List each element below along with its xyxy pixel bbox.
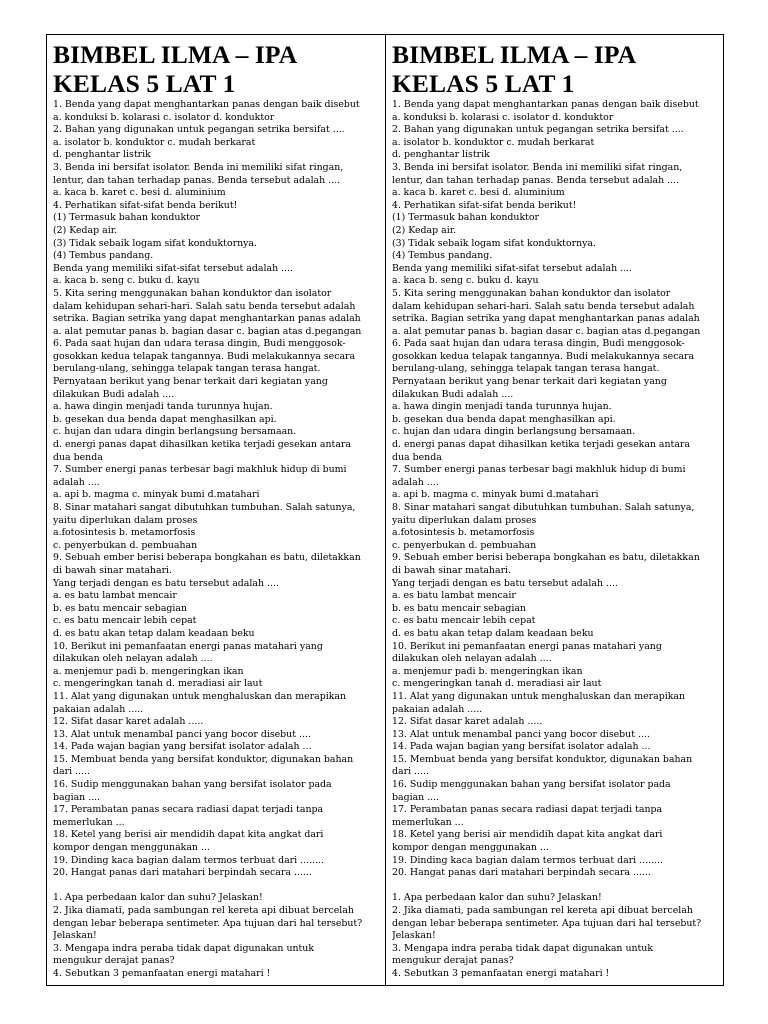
text-line: dengan lebar beberapa sentimeter. Apa tujuan dari hal tersebut? — [53, 917, 363, 929]
text-line: 10. Berikut ini pemanfaatan energi panas matahari yang — [53, 640, 323, 652]
text-line: lentur, dan tahan terhadap panas. Benda tersebut adalah .... — [53, 174, 341, 186]
worksheet — [46, 34, 724, 986]
worksheet-title-line2: KELAS 5 LAT 1 — [53, 69, 236, 98]
text-line: 6. Pada saat hujan dan udara terasa dingin, Budi menggosok- — [53, 338, 346, 350]
text-line: a. kaca b. karet c. besi d. aluminium — [53, 187, 226, 199]
text-line: 15. Membuat benda yang bersifat konduktor, digunakan bahan — [392, 753, 693, 765]
text-line: 4. Perhatikan sifat-sifat benda berikut! — [392, 199, 577, 211]
text-line: 15. Membuat benda yang bersifat konduktor, digunakan bahan — [53, 753, 354, 765]
text-line: 10. Berikut ini pemanfaatan energi panas matahari yang — [392, 640, 662, 652]
worksheet-title-line1: BIMBEL ILMA – IPA — [53, 40, 298, 69]
text-line: (1) Termasuk bahan konduktor — [53, 212, 201, 224]
text-line: c. mengeringkan tanah d. meradiasi air laut — [53, 678, 263, 690]
worksheet-title-line2: KELAS 5 LAT 1 — [392, 69, 575, 98]
text-line: c. mengeringkan tanah d. meradiasi air laut — [392, 678, 602, 690]
text-line: 2. Bahan yang digunakan untuk pegangan setrika bersifat .... — [392, 124, 684, 136]
text-line: dalam kehidupan sehari-hari. Salah satu benda tersebut adalah — [53, 300, 356, 312]
text-line: 8. Sinar matahari sangat dibutuhkan tumbuhan. Salah satunya, — [53, 502, 356, 513]
blank-line — [392, 880, 718, 893]
text-line: (4) Tembus pandang. — [392, 250, 493, 262]
text-line: 1. Apa perbedaan kalor dan suhu? Jelaskan! — [53, 892, 263, 904]
text-line: 1. Benda yang dapat menghantarkan panas dengan baik disebut — [392, 99, 699, 110]
text-line: c. penyerbukan d. pembuahan — [53, 539, 198, 551]
worksheet-title-line1: BIMBEL ILMA – IPA — [392, 40, 637, 69]
text-line: a. alat pemutar panas b. bagian dasar c. bagian atas d.pegangan — [392, 325, 701, 337]
text-line: dalam kehidupan sehari-hari. Salah satu benda tersebut adalah — [392, 300, 695, 312]
text-line: (1) Termasuk bahan konduktor — [392, 212, 540, 224]
text-line: d. penghantar listrik — [53, 149, 151, 161]
text-line: dari ..... — [53, 766, 90, 778]
text-line: 5. Kita sering menggunakan bahan konduktor dan isolator — [392, 287, 671, 299]
text-line: a.fotosintesis b. metamorfosis — [392, 527, 535, 539]
text-line: 4. Perhatikan sifat-sifat benda berikut! — [53, 199, 238, 211]
text-line: adalah .... — [53, 476, 100, 488]
text-line: Pernyataan berikut yang benar terkait dari kegiatan yang — [392, 376, 667, 388]
text-line: a. es batu lambat mencair — [53, 590, 177, 602]
text-line: b. gesekan dua benda dapat menghasilkan api. — [53, 413, 277, 425]
text-line: a. isolator b. konduktor c. mudah berkarat — [53, 136, 256, 148]
text-line: Benda yang memiliki sifat-sifat tersebut adalah .... — [392, 262, 633, 274]
text-line: (3) Tidak sebaik logam sifat konduktornya. — [392, 237, 596, 249]
text-line: dilakukan Budi adalah .... — [53, 388, 175, 400]
text-line: 9. Sebuah ember berisi beberapa bongkahan es batu, diletakkan — [392, 552, 700, 564]
text-line: 1. Benda yang dapat menghantarkan panas dengan baik disebut — [53, 99, 360, 110]
text-line: adalah .... — [392, 476, 439, 488]
text-line: c. penyerbukan d. pembuahan — [392, 539, 537, 551]
text-line: dilakukan Budi adalah .... — [392, 388, 514, 400]
text-line: yaitu diperlukan dalam proses — [392, 514, 537, 526]
text-line: Pernyataan berikut yang benar terkait dari kegiatan yang — [53, 376, 328, 388]
text-line: gosokkan kedua telapak tangannya. Budi melakukannya secara — [53, 350, 356, 362]
text-line: a. kaca b. seng c. buku d. kayu — [53, 275, 200, 287]
text-line: (3) Tidak sebaik logam sifat konduktornya. — [53, 237, 257, 249]
text-line: d. energi panas dapat dihasilkan ketika terjadi gesekan antara — [392, 439, 690, 451]
text-line: 2. Bahan yang digunakan untuk pegangan setrika bersifat .... — [53, 124, 345, 136]
text-line: kompor dengan menggunakan ... — [392, 842, 549, 854]
text-line: 4. Sebutkan 3 pemanfaatan energi matahari ! — [392, 967, 610, 979]
text-line: gosokkan kedua telapak tangannya. Budi melakukannya secara — [392, 350, 695, 362]
text-line: 14. Pada wajan bagian yang bersifat isolator adalah ... — [392, 741, 651, 753]
text-line: pakaian adalah ..... — [53, 703, 144, 715]
text-line: setrika. Bagian setrika yang dapat menghantarkan panas adalah — [53, 313, 361, 325]
text-line: mengukur derajat panas? — [392, 955, 514, 967]
text-line: a. hawa dingin menjadi tanda turunnya hujan. — [392, 401, 612, 413]
text-line: 3. Mengapa indra peraba tidak dapat digunakan untuk — [392, 942, 654, 954]
text-line: Jelaskan! — [53, 930, 97, 942]
text-line: setrika. Bagian setrika yang dapat menghantarkan panas adalah — [392, 313, 700, 325]
text-line: memerlukan ... — [392, 816, 464, 828]
text-line: 11. Alat yang digunakan untuk menghaluskan dan merapikan — [392, 690, 686, 702]
text-line: 18. Ketel yang berisi air mendidih dapat kita angkat dari — [392, 829, 663, 841]
text-line: 8. Sinar matahari sangat dibutuhkan tumbuhan. Salah satunya, — [392, 502, 695, 513]
blank-line — [53, 880, 380, 893]
text-line: berulang-ulang, sehingga telapak tangan terasa hangat. — [392, 363, 660, 375]
text-line: 20. Hangat panas dari matahari berpindah secara ...... — [53, 867, 312, 879]
question-list — [53, 99, 380, 981]
text-line: dua benda — [53, 451, 103, 463]
text-line: yaitu diperlukan dalam proses — [53, 514, 198, 526]
text-line: 2. Jika diamati, pada sambungan rel kereta api dibuat bercelah — [392, 905, 693, 916]
text-line: 11. Alat yang digunakan untuk menghaluskan dan merapikan — [53, 690, 347, 702]
text-line: a. menjemur padi b. mengeringkan ikan — [392, 665, 583, 677]
text-line: dua benda — [392, 451, 442, 463]
text-line: 18. Ketel yang berisi air mendidih dapat kita angkat dari — [53, 829, 324, 841]
text-line: Benda yang memiliki sifat-sifat tersebut adalah .... — [53, 262, 294, 274]
text-line: a. alat pemutar panas b. bagian dasar c. bagian atas d.pegangan — [53, 325, 362, 337]
text-line: dengan lebar beberapa sentimeter. Apa tujuan dari hal tersebut? — [392, 917, 702, 929]
text-line: 16. Sudip menggunakan bahan yang bersifat isolator pada — [53, 779, 332, 791]
text-line: Yang terjadi dengan es batu tersebut adalah .... — [392, 577, 618, 589]
text-line: 12. Sifat dasar karet adalah ..... — [392, 716, 543, 728]
text-line: a. es batu lambat mencair — [392, 590, 516, 602]
text-line: 2. Jika diamati, pada sambungan rel kereta api dibuat bercelah — [53, 905, 354, 916]
text-line: b. es batu mencair sebagian — [53, 602, 188, 614]
text-line: mengukur derajat panas? — [53, 955, 175, 967]
text-line: 1. Apa perbedaan kalor dan suhu? Jelaskan! — [392, 892, 602, 904]
text-line: 12. Sifat dasar karet adalah ..... — [53, 716, 204, 728]
text-line: Yang terjadi dengan es batu tersebut adalah .... — [53, 577, 279, 589]
text-line: 13. Alat untuk menambal panci yang bocor disebut .... — [392, 728, 650, 740]
text-line: a. konduksi b. kolarasi c. isolator d. konduktor — [53, 111, 275, 123]
text-line: d. es batu akan tetap dalam keadaan beku — [392, 627, 594, 639]
text-line: 7. Sumber energi panas terbesar bagi makhluk hidup di bumi — [53, 464, 347, 476]
text-line: pakaian adalah ..... — [392, 703, 483, 715]
text-line: 4. Sebutkan 3 pemanfaatan energi matahari ! — [53, 967, 271, 979]
text-line: 20. Hangat panas dari matahari berpindah secara ...... — [392, 867, 651, 879]
text-line: Jelaskan! — [392, 930, 436, 942]
text-line: d. es batu akan tetap dalam keadaan beku — [53, 627, 255, 639]
text-line: a. api b. magma c. minyak bumi d.matahari — [392, 489, 599, 501]
text-line: 3. Benda ini bersifat isolator. Benda ini memiliki sifat ringan, — [392, 161, 683, 173]
text-line: a.fotosintesis b. metamorfosis — [53, 527, 196, 539]
text-line: 17. Perambatan panas secara radiasi dapat terjadi tanpa — [392, 804, 663, 816]
text-line: memerlukan ... — [53, 816, 125, 828]
text-line: b. es batu mencair sebagian — [392, 602, 527, 614]
question-list — [392, 99, 718, 981]
text-line: 19. Dinding kaca bagian dalam termos terbuat dari ........ — [53, 854, 324, 866]
text-line: dari ..... — [392, 766, 429, 778]
text-line: di bawah sinar matahari. — [392, 564, 512, 576]
worksheet-column-left — [47, 35, 385, 985]
text-line: a. kaca b. karet c. besi d. aluminium — [392, 187, 565, 199]
text-line: 5. Kita sering menggunakan bahan konduktor dan isolator — [53, 287, 332, 299]
text-line: (4) Tembus pandang. — [53, 250, 154, 262]
text-line: a. menjemur padi b. mengeringkan ikan — [53, 665, 244, 677]
text-line: bagian .... — [53, 791, 101, 803]
text-line: bagian .... — [392, 791, 440, 803]
text-line: 7. Sumber energi panas terbesar bagi makhluk hidup di bumi — [392, 464, 686, 476]
text-line: di bawah sinar matahari. — [53, 564, 173, 576]
text-line: berulang-ulang, sehingga telapak tangan terasa hangat. — [53, 363, 321, 375]
text-line: 19. Dinding kaca bagian dalam termos terbuat dari ........ — [392, 854, 663, 866]
text-line: (2) Kedap air. — [53, 224, 118, 236]
text-line: 3. Benda ini bersifat isolator. Benda ini memiliki sifat ringan, — [53, 161, 344, 173]
text-line: d. penghantar listrik — [392, 149, 490, 161]
text-line: c. es batu mencair lebih cepat — [53, 615, 197, 627]
text-line: 16. Sudip menggunakan bahan yang bersifat isolator pada — [392, 779, 671, 791]
text-line: 17. Perambatan panas secara radiasi dapat terjadi tanpa — [53, 804, 324, 816]
text-line: d. energi panas dapat dihasilkan ketika terjadi gesekan antara — [53, 439, 351, 451]
text-line: 9. Sebuah ember berisi beberapa bongkahan es batu, diletakkan — [53, 552, 361, 564]
text-line: b. gesekan dua benda dapat menghasilkan api. — [392, 413, 616, 425]
text-line: dilakukan oleh nelayan adalah .... — [392, 653, 552, 665]
text-line: a. hawa dingin menjadi tanda turunnya hujan. — [53, 401, 273, 413]
text-line: 3. Mengapa indra peraba tidak dapat digunakan untuk — [53, 942, 315, 954]
text-line: c. es batu mencair lebih cepat — [392, 615, 536, 627]
worksheet-column-right — [385, 35, 723, 985]
text-line: 6. Pada saat hujan dan udara terasa dingin, Budi menggosok- — [392, 338, 685, 350]
text-line: a. kaca b. seng c. buku d. kayu — [392, 275, 539, 287]
text-line: 13. Alat untuk menambal panci yang bocor disebut .... — [53, 728, 311, 740]
text-line: c. hujan dan udara dingin berlangsung bersamaan. — [392, 426, 636, 438]
text-line: a. api b. magma c. minyak bumi d.matahari — [53, 489, 260, 501]
text-line: lentur, dan tahan terhadap panas. Benda tersebut adalah .... — [392, 174, 680, 186]
text-line: dilakukan oleh nelayan adalah .... — [53, 653, 213, 665]
text-line: 14. Pada wajan bagian yang bersifat isolator adalah ... — [53, 741, 312, 753]
text-line: a. konduksi b. kolarasi c. isolator d. konduktor — [392, 111, 614, 123]
text-line: kompor dengan menggunakan ... — [53, 842, 210, 854]
text-line: a. isolator b. konduktor c. mudah berkarat — [392, 136, 595, 148]
text-line: c. hujan dan udara dingin berlangsung bersamaan. — [53, 426, 297, 438]
text-line: (2) Kedap air. — [392, 224, 457, 236]
